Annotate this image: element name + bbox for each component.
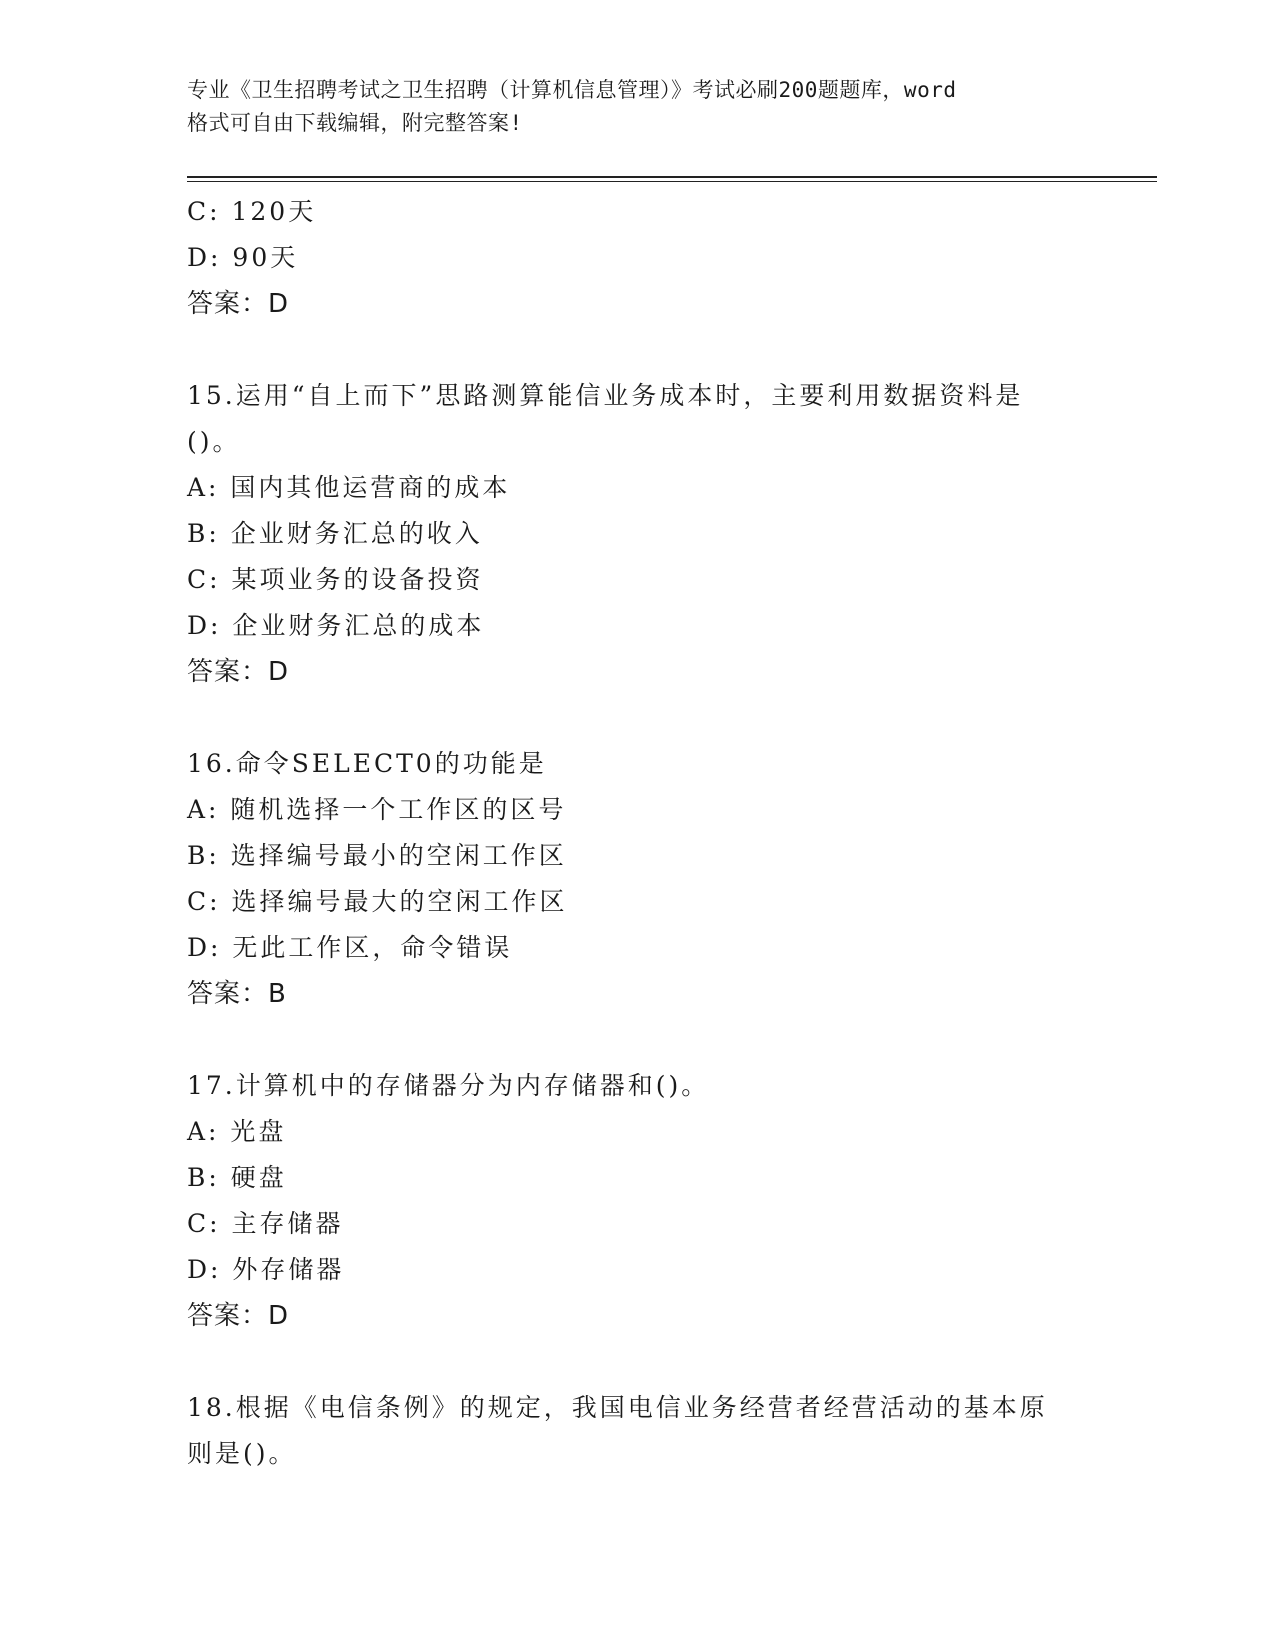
- question-stem: ()。: [187, 427, 241, 456]
- answer-line: 答案：B: [187, 979, 287, 1009]
- question-stem: 16.命令SELECT0的功能是: [187, 749, 547, 778]
- question-17: [187, 1063, 1087, 1339]
- option-d: D: 外存储器: [187, 1255, 345, 1284]
- question-16: [187, 741, 1087, 1017]
- option-c: C: 120天: [187, 197, 317, 226]
- option-b: B: 选择编号最小的空闲工作区: [187, 841, 567, 870]
- question-content: [187, 189, 1087, 1477]
- document-header: [187, 74, 1087, 140]
- option-d: D: 90天: [187, 243, 299, 272]
- header-rule-thin: [187, 181, 1157, 182]
- header-rule-thick: [187, 176, 1157, 178]
- option-b: B: 企业财务汇总的收入: [187, 519, 483, 548]
- option-a: A: 随机选择一个工作区的区号: [187, 795, 567, 824]
- header-line-1: 专业《卫生招聘考试之卫生招聘（计算机信息管理）》考试必刷200题题库，word: [187, 78, 957, 102]
- answer-line: 答案：D: [187, 289, 290, 319]
- question-stem: 18.根据《电信条例》的规定，我国电信业务经营者经营活动的基本原: [187, 1393, 1048, 1422]
- question-stem: 15.运用“自上而下”思路测算能信业务成本时，主要利用数据资料是: [187, 381, 1024, 410]
- question-15: [187, 373, 1087, 695]
- option-a: A: 国内其他运营商的成本: [187, 473, 511, 502]
- previous-question-tail: [187, 189, 1087, 327]
- answer-line: 答案：D: [187, 657, 290, 687]
- answer-line: 答案：D: [187, 1301, 290, 1331]
- option-b: B: 硬盘: [187, 1163, 287, 1192]
- header-line-2: 格式可自由下载编辑，附完整答案!: [187, 111, 523, 135]
- option-c: C: 选择编号最大的空闲工作区: [187, 887, 568, 916]
- option-d: D: 企业财务汇总的成本: [187, 611, 485, 640]
- option-d: D: 无此工作区，命令错误: [187, 933, 513, 962]
- question-18: [187, 1385, 1087, 1477]
- option-a: A: 光盘: [187, 1117, 287, 1146]
- question-stem: 17.计算机中的存储器分为内存储器和()。: [187, 1071, 710, 1100]
- option-c: C: 主存储器: [187, 1209, 344, 1238]
- question-stem: 则是()。: [187, 1439, 297, 1468]
- option-c: C: 某项业务的设备投资: [187, 565, 484, 594]
